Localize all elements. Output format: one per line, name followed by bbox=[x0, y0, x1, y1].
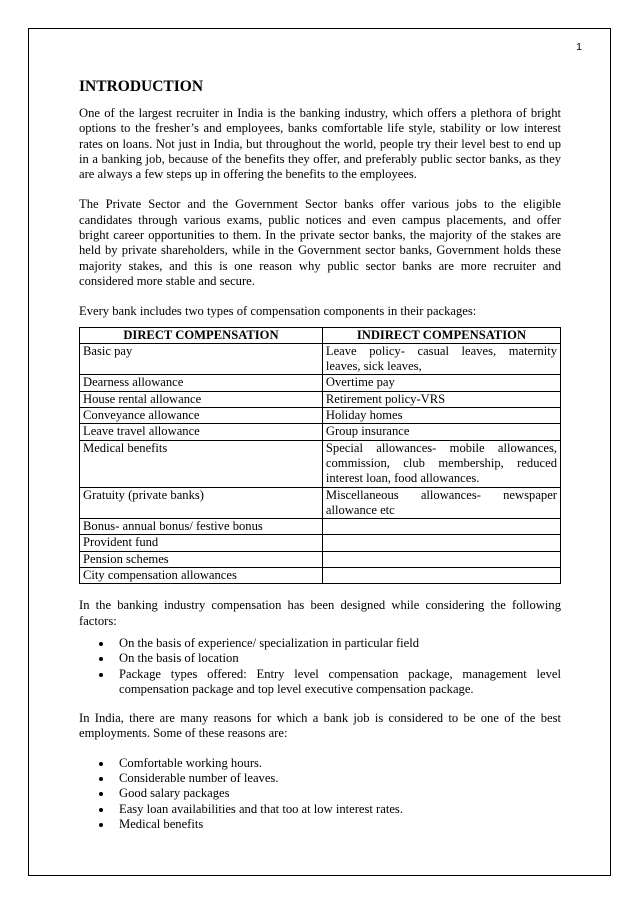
paragraph-intro: One of the largest recruiter in India is the banking industry, which offers a plethora of bright options to the fresher’s and employees, banks comfortable life style, stability or low interest rates on loans. Not just in India, but throughout the world, people try their level best to end up in a banking job, because of the benefits they offer, and preferably public sector banks, as they are always a few steps up in offering the benefits to the employees. bbox=[79, 106, 561, 182]
indirect-cell bbox=[322, 535, 560, 551]
direct-cell: Medical benefits bbox=[80, 440, 323, 487]
table-row bbox=[80, 343, 561, 375]
indirect-cell: Holiday homes bbox=[322, 408, 560, 424]
table-row bbox=[80, 551, 561, 567]
paragraph-compensation-lead: Every bank includes two types of compensation components in their packages: bbox=[79, 304, 477, 319]
reasons-list bbox=[79, 756, 561, 832]
indirect-cell: Leave policy- casual leaves, maternity leaves, sick leaves, bbox=[322, 343, 560, 375]
table-row bbox=[80, 535, 561, 551]
indirect-cell: Special allowances- mobile allowances, commission, club membership, reduced interest loan, food allowances. bbox=[322, 440, 560, 487]
list-item: • Medical benefits bbox=[113, 817, 561, 832]
direct-cell: Pension schemes bbox=[80, 551, 323, 567]
direct-cell: House rental allowance bbox=[80, 391, 323, 407]
indirect-cell bbox=[322, 568, 560, 584]
direct-cell: Gratuity (private banks) bbox=[80, 487, 323, 519]
indirect-cell: Miscellaneous allowances- newspaper allowance etc bbox=[322, 487, 560, 519]
list-item: • On the basis of location bbox=[113, 651, 561, 666]
direct-cell: Basic pay bbox=[80, 343, 323, 375]
header-direct-compensation: DIRECT COMPENSATION bbox=[80, 327, 323, 343]
section-heading: INTRODUCTION bbox=[79, 78, 204, 95]
direct-cell: Conveyance allowance bbox=[80, 408, 323, 424]
table-row bbox=[80, 391, 561, 407]
table-row bbox=[80, 440, 561, 487]
direct-cell: Bonus- annual bonus/ festive bonus bbox=[80, 519, 323, 535]
compensation-table bbox=[79, 327, 561, 585]
table-row bbox=[80, 487, 561, 519]
header-indirect-compensation: INDIRECT COMPENSATION bbox=[322, 327, 560, 343]
list-item: • Considerable number of leaves. bbox=[113, 771, 561, 786]
indirect-cell bbox=[322, 551, 560, 567]
indirect-cell: Group insurance bbox=[322, 424, 560, 440]
table-row bbox=[80, 375, 561, 391]
table-row bbox=[80, 568, 561, 584]
table-header-row bbox=[80, 327, 561, 343]
table-row bbox=[80, 519, 561, 535]
direct-cell: Leave travel allowance bbox=[80, 424, 323, 440]
page-number: 1 bbox=[576, 41, 582, 53]
list-item: • On the basis of experience/ specialization in particular field bbox=[113, 636, 561, 651]
paragraph-factors-lead: In the banking industry compensation has been designed while considering the following factors: bbox=[79, 598, 561, 628]
direct-cell: Dearness allowance bbox=[80, 375, 323, 391]
indirect-cell: Overtime pay bbox=[322, 375, 560, 391]
indirect-cell bbox=[322, 519, 560, 535]
direct-cell: Provident fund bbox=[80, 535, 323, 551]
indirect-cell: Retirement policy-VRS bbox=[322, 391, 560, 407]
list-item: • Good salary packages bbox=[113, 786, 561, 801]
paragraph-reasons-lead: In India, there are many reasons for which a bank job is considered to be one of the best employments. Some of these reasons are: bbox=[79, 711, 561, 741]
page-content bbox=[79, 78, 561, 846]
factors-list bbox=[79, 636, 561, 697]
table-row bbox=[80, 408, 561, 424]
direct-cell: City compensation allowances bbox=[80, 568, 323, 584]
document-page bbox=[28, 28, 611, 876]
list-item: • Comfortable working hours. bbox=[113, 756, 561, 771]
list-item: • Easy loan availabilities and that too at low interest rates. bbox=[113, 802, 561, 817]
paragraph-sectors: The Private Sector and the Government Sector banks offer various jobs to the eligible candidates through various exams, public notices and even campus placements, and offer bright career opportunities to them. In the private sector banks, the majority of the stakes are held by private shareholders, while in the Government sector banks, Government holds these majority stakes, and this is one reason why public sector banks are more recruiter and considered more stable and secure. bbox=[79, 197, 561, 288]
list-item: • Package types offered: Entry level compensation package, management level compensation package and top level executive compensation package. bbox=[113, 667, 561, 698]
table-row bbox=[80, 424, 561, 440]
